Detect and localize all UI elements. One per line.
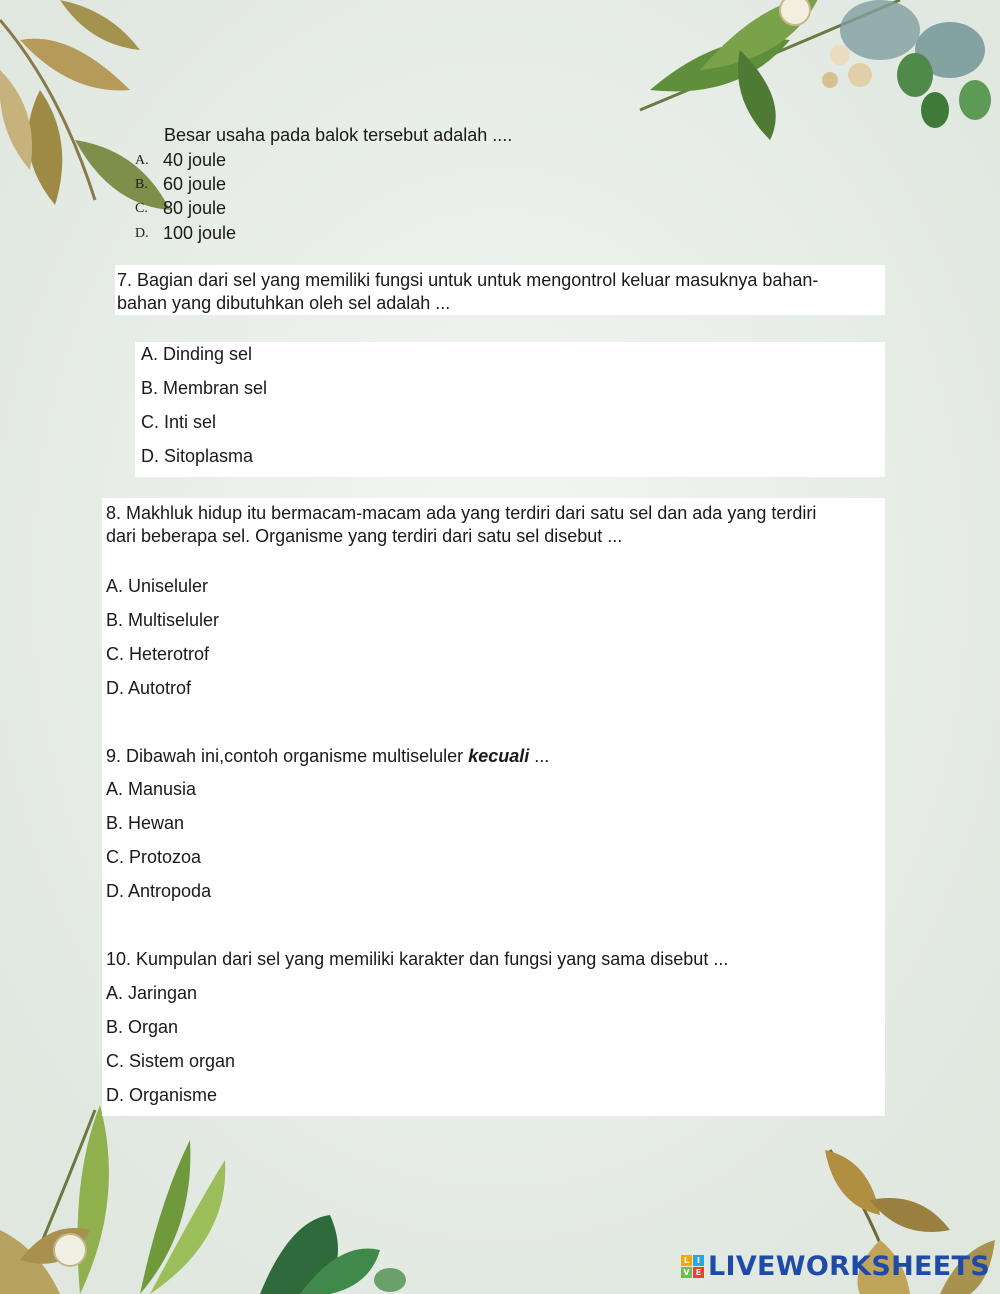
option-uniseluler[interactable]: A. Uniseluler	[106, 576, 209, 596]
option-letter: D.	[135, 226, 149, 241]
option-inti-sel[interactable]: C. Inti sel	[141, 412, 217, 432]
option-organisme[interactable]: D. Organisme	[106, 1085, 218, 1105]
option-text: 80 joule	[163, 198, 227, 218]
liveworksheets-logo-text: LIVEWORKSHEETS	[707, 1251, 990, 1282]
option-row[interactable]	[135, 222, 335, 244]
option-text: 40 joule	[163, 150, 227, 170]
option-organ[interactable]: B. Organ	[106, 1017, 179, 1037]
question-6-block	[135, 124, 555, 248]
option-jaringan[interactable]: A. Jaringan	[106, 983, 198, 1003]
question-8-line-2: dari beberapa sel. Organisme yang terdiri dari satu sel disebut ...	[106, 526, 623, 546]
question-9-suffix: ...	[529, 746, 550, 766]
liveworksheets-logo[interactable]	[681, 1251, 990, 1282]
questions-8-10-box	[102, 498, 885, 1116]
question-7-line-2: bahan yang dibutuhkan oleh sel adalah ...	[117, 293, 451, 313]
logo-mark-letter: I	[693, 1255, 704, 1266]
option-text: 100 joule	[163, 223, 237, 243]
option-letter: C.	[135, 201, 148, 216]
question-7-stem-box	[115, 265, 885, 315]
question-9-prefix: 9. Dibawah ini,contoh organisme multiseluler	[106, 746, 469, 766]
option-membran-sel[interactable]: B. Membran sel	[141, 378, 268, 398]
option-row[interactable]	[135, 173, 335, 195]
liveworksheets-mark-icon	[681, 1255, 704, 1278]
option-antropoda[interactable]: D. Antropoda	[106, 881, 212, 901]
logo-mark-letter: V	[681, 1267, 692, 1278]
option-protozoa[interactable]: C. Protozoa	[106, 847, 202, 867]
question-8-line-1: 8. Makhluk hidup itu bermacam-macam ada yang terdiri dari satu sel dan ada yang terdiri	[106, 503, 817, 523]
option-sistem-organ[interactable]: C. Sistem organ	[106, 1051, 236, 1071]
option-letter: A.	[135, 153, 149, 168]
question-9-stem	[106, 745, 549, 767]
option-letter: B.	[135, 177, 148, 192]
question-9-keyword: kecuali	[468, 746, 530, 766]
option-manusia[interactable]: A. Manusia	[106, 779, 197, 799]
question-7-line-1: 7. Bagian dari sel yang memiliki fungsi untuk untuk mengontrol keluar masuknya bahan-	[117, 270, 819, 290]
logo-mark-letter: L	[681, 1255, 692, 1266]
question-10-stem: 10. Kumpulan dari sel yang memiliki karakter dan fungsi yang sama disebut ...	[106, 949, 729, 969]
option-text: 60 joule	[163, 174, 227, 194]
option-dinding-sel[interactable]: A. Dinding sel	[141, 344, 253, 364]
question-6-stem: Besar usaha pada balok tersebut adalah ....	[164, 125, 513, 145]
option-heterotrof[interactable]: C. Heterotrof	[106, 644, 210, 664]
option-sitoplasma[interactable]: D. Sitoplasma	[141, 446, 254, 466]
option-row[interactable]	[135, 149, 335, 171]
logo-mark-letter: E	[693, 1267, 704, 1278]
question-7-options-box	[135, 342, 885, 477]
option-hewan[interactable]: B. Hewan	[106, 813, 185, 833]
option-autotrof[interactable]: D. Autotrof	[106, 678, 192, 698]
option-row[interactable]	[135, 197, 335, 219]
option-multiseluler[interactable]: B. Multiseluler	[106, 610, 220, 630]
